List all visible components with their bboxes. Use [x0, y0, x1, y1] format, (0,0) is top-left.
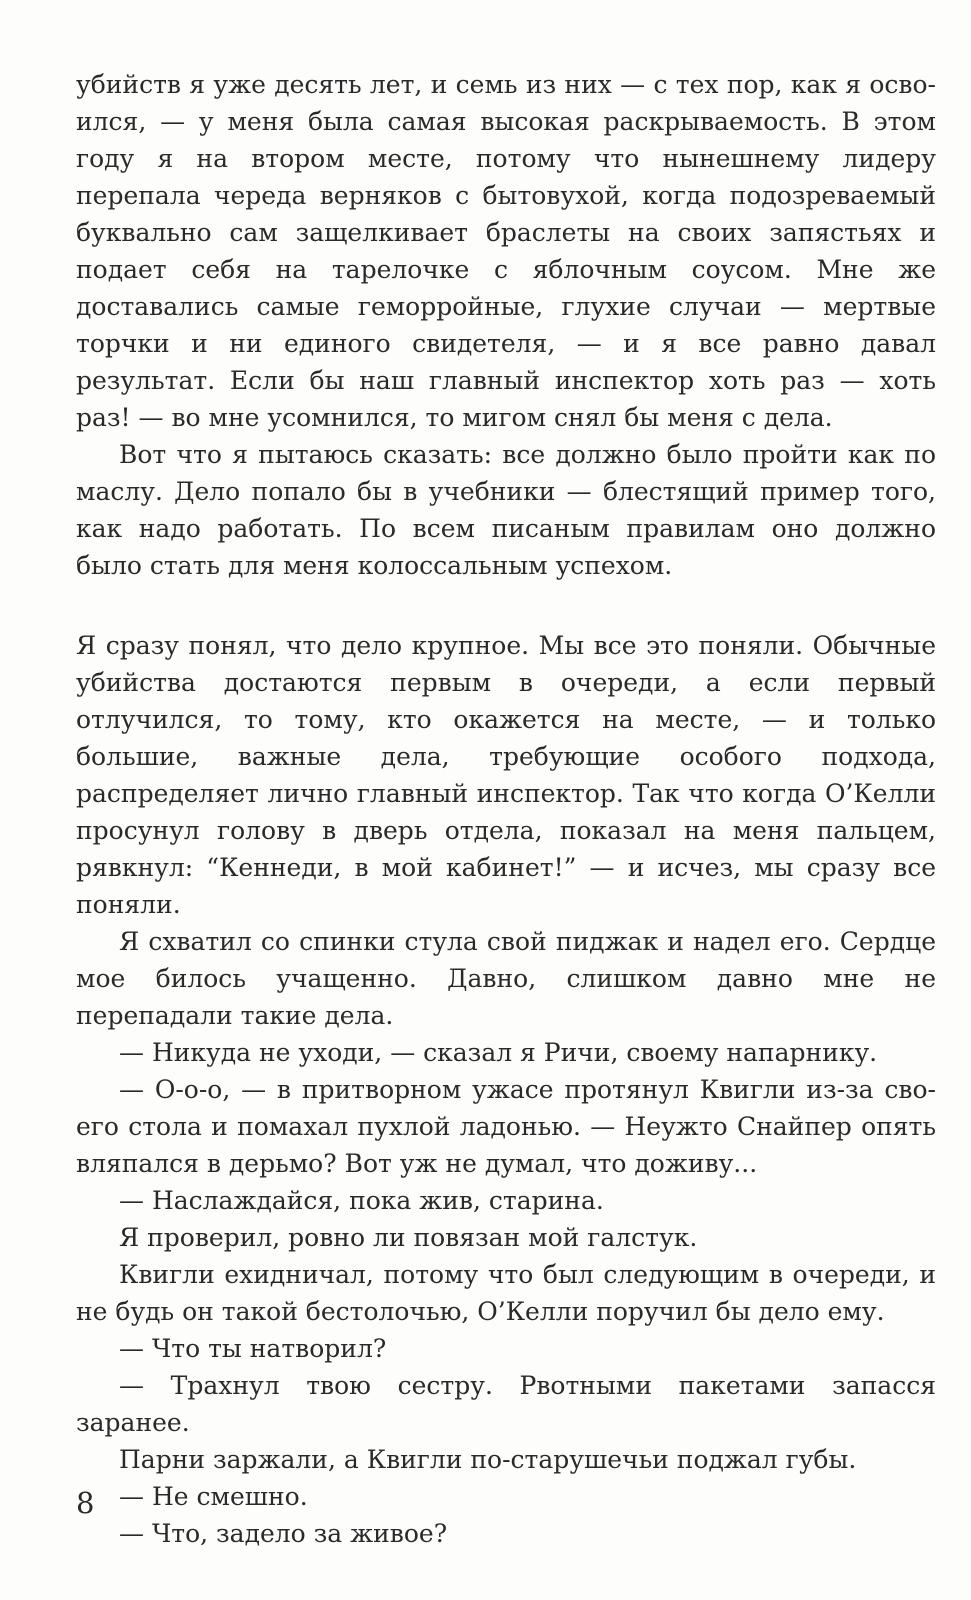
paragraph: Я проверил, ровно ли повязан мой галстук. — [119, 1223, 698, 1252]
dialogue-line: — Трахнул твою сестру. Рвотными пакетами запасся заранее. — [76, 1371, 936, 1437]
dialogue-line: — Никуда не уходи, — сказал я Ричи, своему напарнику. — [119, 1038, 878, 1067]
dialogue-line: — О-о-о, — в притворном ужасе протянул Квигли из-за своего стола и помахал пухлой ладонью. — Неужто Снайпер опять вляпался в дерьмо? Вот уж не думал, что доживу... — [76, 1075, 936, 1178]
dialogue-line: — Не смешно. — [119, 1482, 308, 1511]
paragraph: Квигли ехидничал, потому что был следующим в очереди, и не будь он такой бестолочью, О’Келли поручил бы дело ему. — [76, 1260, 936, 1326]
section-opening-paragraph: Я сразу понял, что дело крупное. Мы все это поняли. Обычные убийства достаются первым в очереди, а если первый отлучился, то тому, кто окажется на месте, — и только большие, важные дела, требующие особого подхода, распределяет лично главный инспектор. Так что когда О’Келли просунул голову в дверь отдела, показал на меня пальцем, рявкнул: “Кеннеди, в мой кабинет!” — и исчез, мы сразу все поняли. — [76, 631, 936, 919]
paragraph: Я схватил со спинки стула свой пиджак и надел его. Сердце мое билось учащенно. Давно, слишком давно мне не перепадали такие дела. — [76, 927, 936, 1030]
text-section-1 — [76, 66, 936, 584]
paragraph-continued: убийств я уже десять лет, и семь из них — с тех пор, как я освоился, — у меня была самая высокая раскрываемость. В этом году я на втором месте, потому что нынешнему лидеру перепала череда верняков с бытовухой, когда подозреваемый буквально сам защелкивает браслеты на своих запястьях и подает себя на тарелочке с яблочным соусом. Мне же доставались самые геморройные, глухие случаи — мертвые торчки и ни единого свидетеля, — и я все равно давал результат. Если бы наш главный инспектор хоть раз — хоть раз! — во мне усомнился, то мигом снял бы меня с дела. — [76, 70, 936, 432]
paragraph: Вот что я пытаюсь сказать: все должно было пройти как по маслу. Дело попало бы в учебники — блестящий пример того, как надо работать. По всем писаным правилам оно должно было стать для меня колоссальным успехом. — [76, 440, 936, 580]
paragraph: Парни заржали, а Квигли по-старушечьи поджал губы. — [119, 1445, 857, 1474]
dialogue-line: — Наслаждайся, пока жив, старина. — [119, 1186, 604, 1215]
text-section-2 — [76, 627, 936, 1552]
dialogue-line: — Что ты натворил? — [119, 1334, 387, 1363]
page-number: 8 — [76, 1486, 95, 1520]
dialogue-line: — Что, задело за живое? — [119, 1519, 448, 1548]
